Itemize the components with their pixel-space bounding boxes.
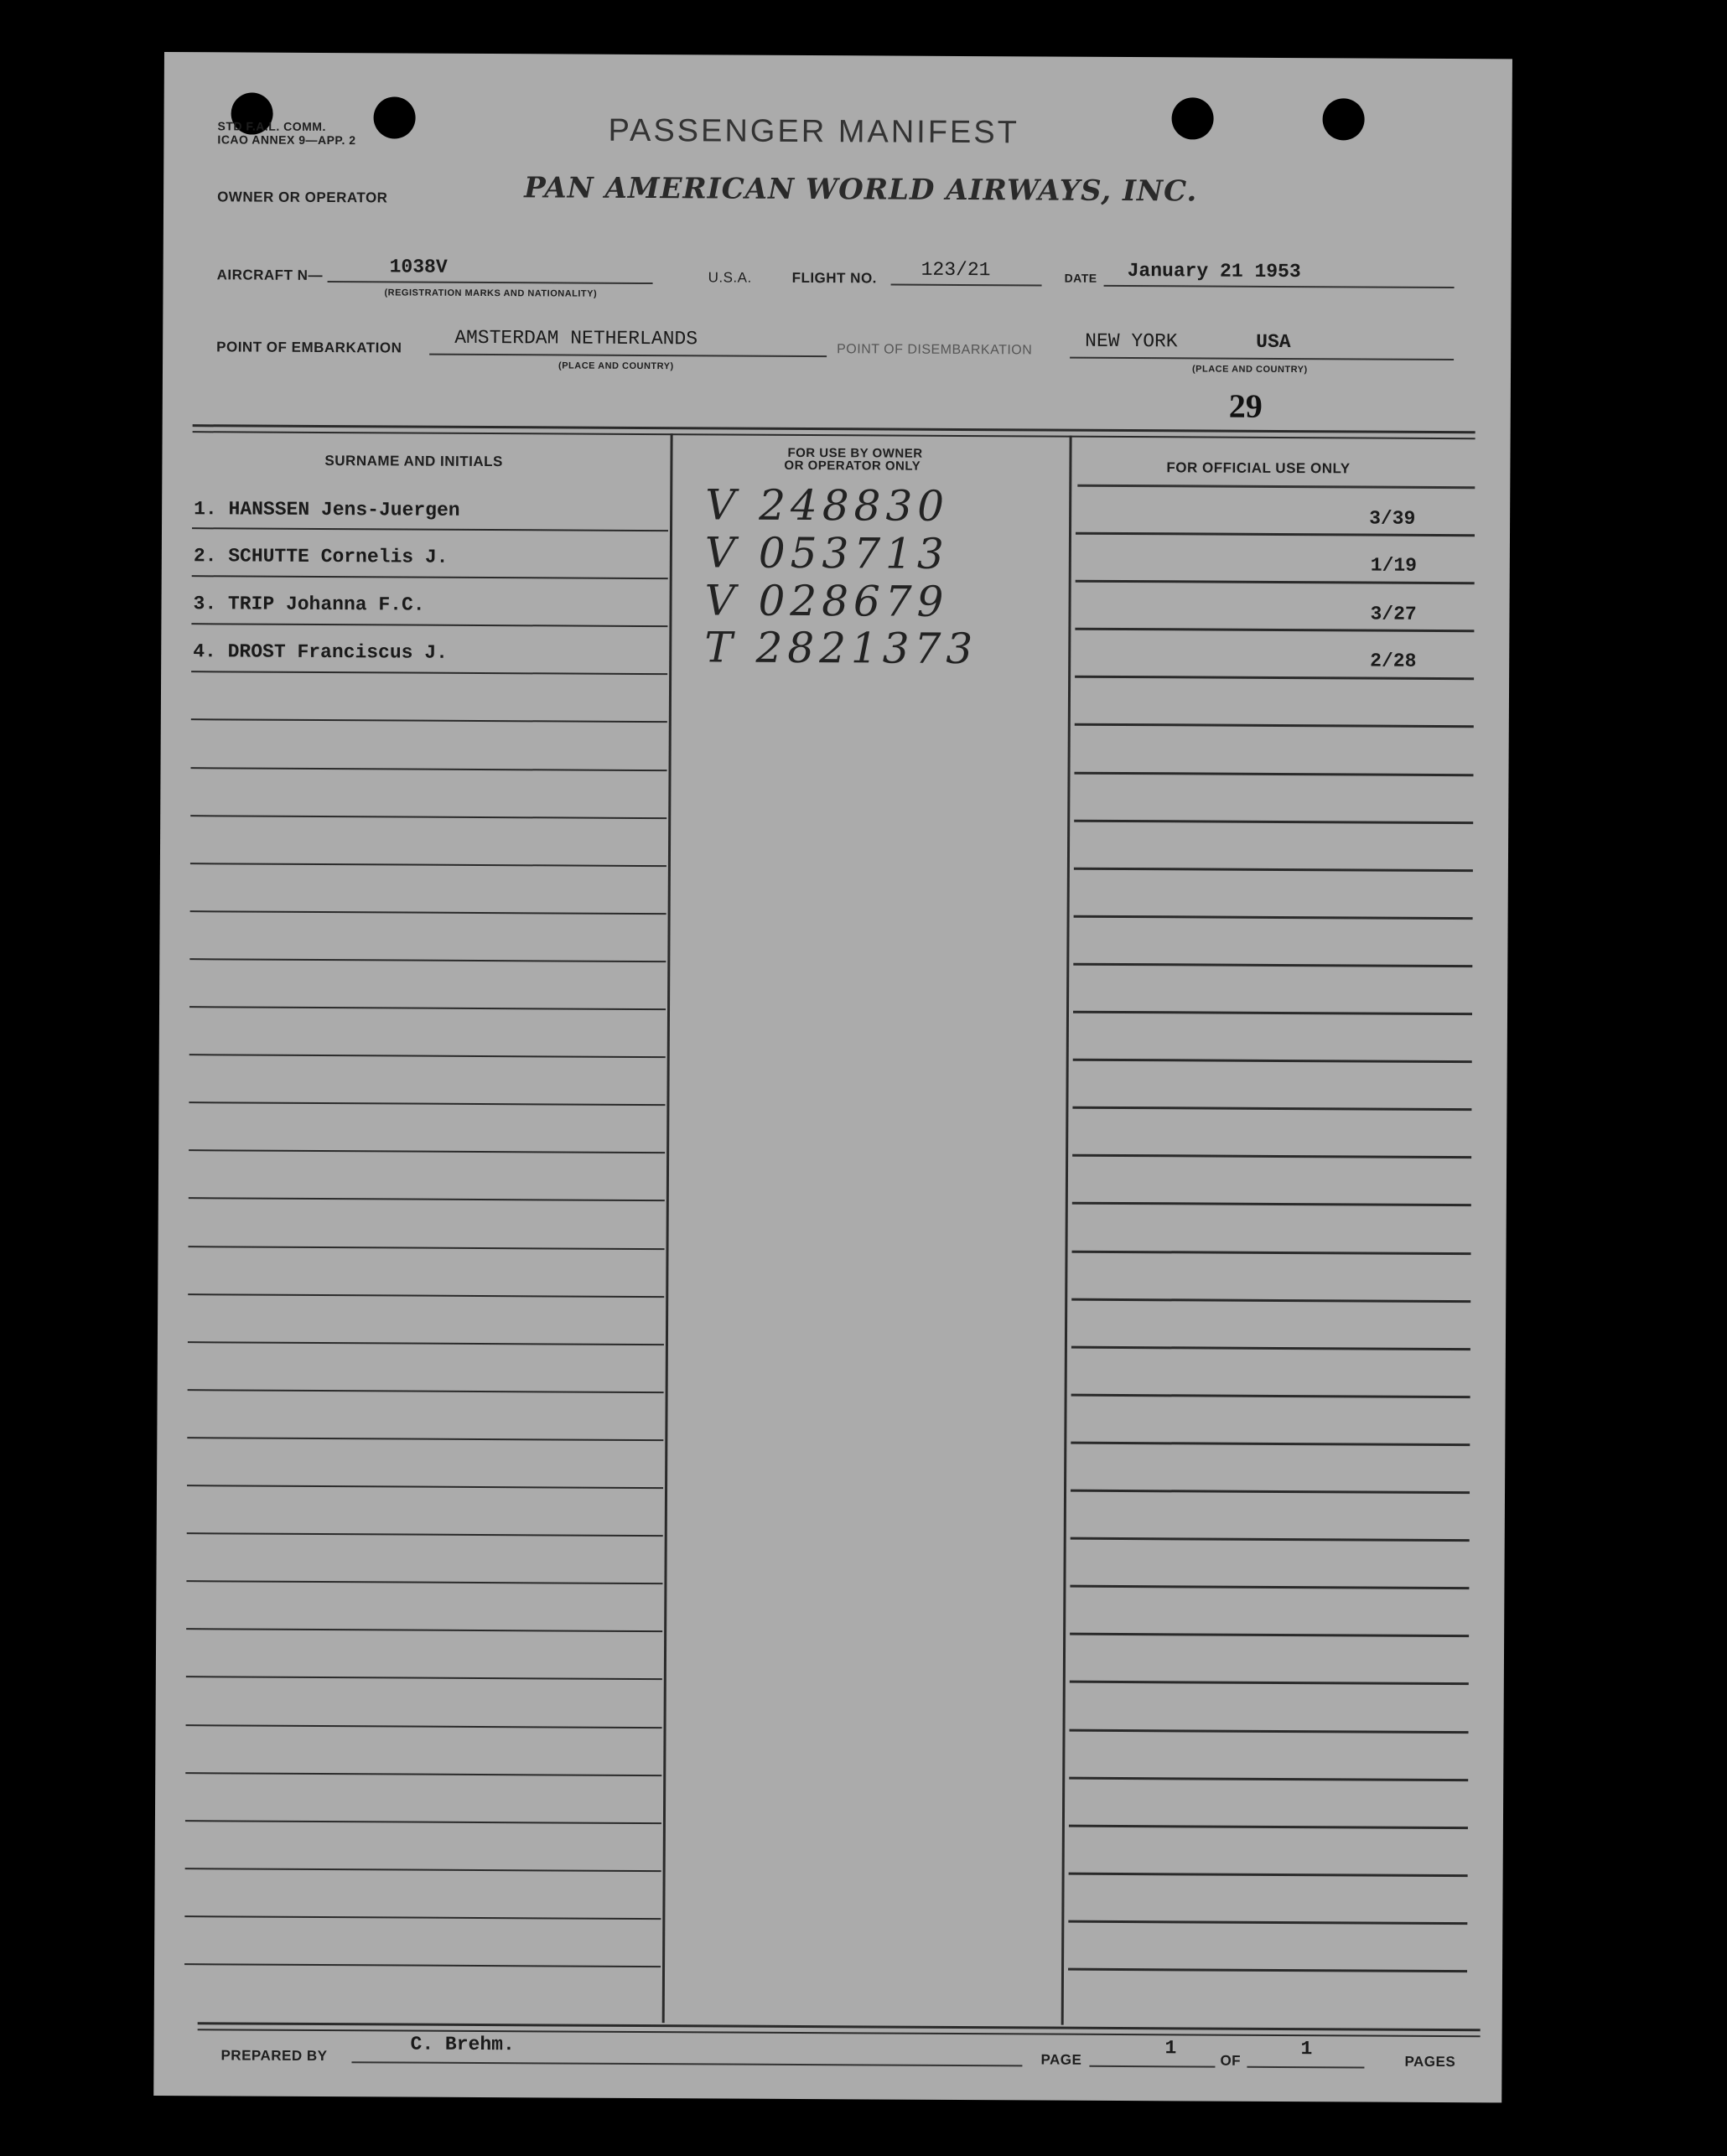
- row-rule-official: [1071, 1490, 1470, 1494]
- pages-label: PAGES: [1404, 2053, 1456, 2070]
- row-rule-official: [1070, 1681, 1469, 1685]
- disembarkation-underline: [1070, 357, 1454, 360]
- passenger-official: 3/39: [1369, 507, 1416, 530]
- disembarkation-label: POINT OF DISEMBARKATION: [837, 342, 1033, 358]
- row-rule-official: [1073, 1059, 1472, 1063]
- row-rule: [190, 815, 666, 819]
- form-code-line1: STD F.A.L. COMM.: [217, 119, 326, 134]
- row-rule-official: [1073, 963, 1472, 967]
- header-official: FOR OFFICIAL USE ONLY: [1166, 459, 1351, 477]
- row-rule: [186, 1628, 662, 1632]
- row-rule: [185, 1868, 661, 1872]
- row-rule: [191, 718, 667, 723]
- row-rule: [189, 958, 666, 962]
- embarkation-underline: [429, 354, 827, 357]
- row-rule: [188, 1293, 664, 1298]
- row-rule: [186, 1580, 662, 1584]
- row-rule: [187, 1437, 663, 1441]
- row-rule-official: [1072, 1251, 1471, 1255]
- row-rule-official: [1074, 868, 1473, 872]
- flight-underline: [891, 284, 1042, 287]
- column-divider-left: [662, 433, 673, 2023]
- passenger-owner-entry: V 028679: [704, 576, 949, 626]
- row-rule: [185, 1772, 661, 1776]
- row-rule-official: [1075, 772, 1474, 776]
- row-rule: [191, 623, 667, 627]
- embarkation-label: POINT OF EMBARKATION: [216, 339, 402, 356]
- passenger-owner-entry: V 248830: [705, 480, 950, 531]
- row-rule-official: [1070, 1585, 1469, 1589]
- row-rule: [187, 1485, 663, 1489]
- row-rule: [192, 575, 668, 579]
- aircraft-underline: [328, 281, 653, 284]
- aircraft-value: 1038V: [389, 256, 448, 278]
- passenger-name: 2. SCHUTTE Cornelis J.: [193, 545, 449, 568]
- official-header-underline: [1077, 485, 1475, 489]
- owner-label: OWNER OR OPERATOR: [217, 189, 388, 206]
- page-underline: [1089, 2065, 1215, 2068]
- date-underline: [1104, 285, 1455, 288]
- row-rule-official: [1071, 1537, 1470, 1542]
- ruled-lines: [164, 52, 1512, 59]
- header-owner-line2: OR OPERATOR ONLY: [784, 458, 921, 474]
- disembarkation-country: USA: [1256, 330, 1291, 354]
- aircraft-sublabel: (REGISTRATION MARKS AND NATIONALITY): [384, 288, 598, 299]
- of-label: OF: [1220, 2052, 1242, 2069]
- row-rule-official: [1072, 1107, 1471, 1111]
- passenger-owner-entry: T 2821373: [704, 623, 978, 674]
- embarkation-sublabel: (PLACE AND COUNTRY): [558, 360, 674, 372]
- row-rule: [189, 1149, 665, 1153]
- row-rule-official: [1068, 1920, 1467, 1925]
- row-rule: [190, 910, 666, 915]
- punch-hole: [1322, 98, 1364, 140]
- page-label: PAGE: [1040, 2051, 1082, 2068]
- row-rule-official: [1069, 1825, 1468, 1829]
- passenger-owner-entry: V 053713: [704, 528, 949, 578]
- row-rule-official: [1072, 1202, 1471, 1206]
- row-rule: [186, 1676, 662, 1680]
- row-rule-official: [1074, 915, 1473, 920]
- row-rule-official: [1074, 820, 1473, 824]
- row-rule: [189, 1054, 666, 1058]
- row-rule: [191, 767, 667, 771]
- row-rule: [191, 671, 667, 675]
- passenger-count: 29: [1228, 386, 1263, 425]
- page-title: PASSENGER MANIFEST: [608, 112, 1019, 151]
- of-underline: [1247, 2066, 1364, 2069]
- prepared-underline: [351, 2061, 1022, 2066]
- punch-hole: [1171, 97, 1213, 139]
- date-label: DATE: [1064, 271, 1097, 285]
- row-rule-official: [1076, 580, 1475, 584]
- aircraft-label: AIRCRAFT N—: [216, 267, 324, 283]
- row-rule: [184, 1915, 661, 1920]
- row-rule-official: [1071, 1442, 1470, 1446]
- row-rule: [189, 1006, 666, 1010]
- page-value: 1: [1164, 2037, 1177, 2060]
- airline-name: PAN AMERICAN WORLD AIRWAYS, INC.: [524, 171, 1198, 209]
- flight-label: FLIGHT NO.: [791, 269, 877, 287]
- row-rule-official: [1071, 1298, 1470, 1303]
- column-divider-right: [1061, 436, 1072, 2025]
- row-rule: [188, 1389, 664, 1393]
- prepared-value: C. Brehm.: [410, 2033, 515, 2056]
- punch-hole: [373, 96, 415, 138]
- row-rule: [189, 1101, 665, 1106]
- row-rule-official: [1068, 1968, 1467, 1972]
- disembarkation-city: NEW YORK: [1085, 329, 1178, 353]
- row-rule-official: [1070, 1729, 1469, 1734]
- row-rule-official: [1076, 532, 1475, 536]
- row-rule: [186, 1724, 662, 1728]
- passenger-official: 2/28: [1370, 650, 1417, 672]
- row-rule-official: [1075, 628, 1474, 632]
- row-rule-official: [1070, 1633, 1469, 1637]
- passenger-official: 3/27: [1370, 603, 1417, 625]
- row-rule-official: [1075, 676, 1474, 680]
- row-rule: [192, 527, 668, 531]
- passenger-name: 1. HANSSEN Jens-Juergen: [194, 498, 460, 521]
- row-rule-official: [1071, 1394, 1470, 1398]
- disembarkation-sublabel: (PLACE AND COUNTRY): [1192, 364, 1308, 376]
- row-rule-official: [1073, 1011, 1472, 1015]
- passenger-name: 4. DROST Franciscus J.: [193, 640, 448, 664]
- of-value: 1: [1300, 2038, 1313, 2060]
- manifest-paper: [153, 52, 1512, 2102]
- row-rule-official: [1071, 1346, 1470, 1350]
- row-rule: [184, 1963, 661, 1967]
- prepared-label: PREPARED BY: [220, 2047, 328, 2065]
- passenger-official: 1/19: [1370, 554, 1418, 577]
- row-rule-official: [1069, 1873, 1468, 1877]
- aircraft-country: U.S.A.: [708, 269, 752, 286]
- row-rule: [185, 1820, 661, 1824]
- header-owner-line1: FOR USE BY OWNER: [787, 445, 923, 461]
- row-rule: [189, 1246, 665, 1250]
- embarkation-value: AMSTERDAM NETHERLANDS: [454, 326, 698, 350]
- header-surname: SURNAME AND INITIALS: [324, 453, 503, 470]
- row-rule-official: [1075, 723, 1474, 728]
- flight-value: 123/21: [921, 258, 991, 282]
- row-rule: [188, 1341, 664, 1345]
- passenger-name: 3. TRIP Johanna F.C.: [193, 593, 425, 616]
- form-code-line2: ICAO ANNEX 9—APP. 2: [217, 132, 356, 148]
- row-rule: [190, 863, 666, 867]
- row-rule-official: [1069, 1777, 1468, 1781]
- row-rule-official: [1072, 1154, 1471, 1158]
- row-rule: [187, 1532, 663, 1537]
- date-value: January 21 1953: [1127, 260, 1301, 283]
- row-rule: [189, 1197, 665, 1201]
